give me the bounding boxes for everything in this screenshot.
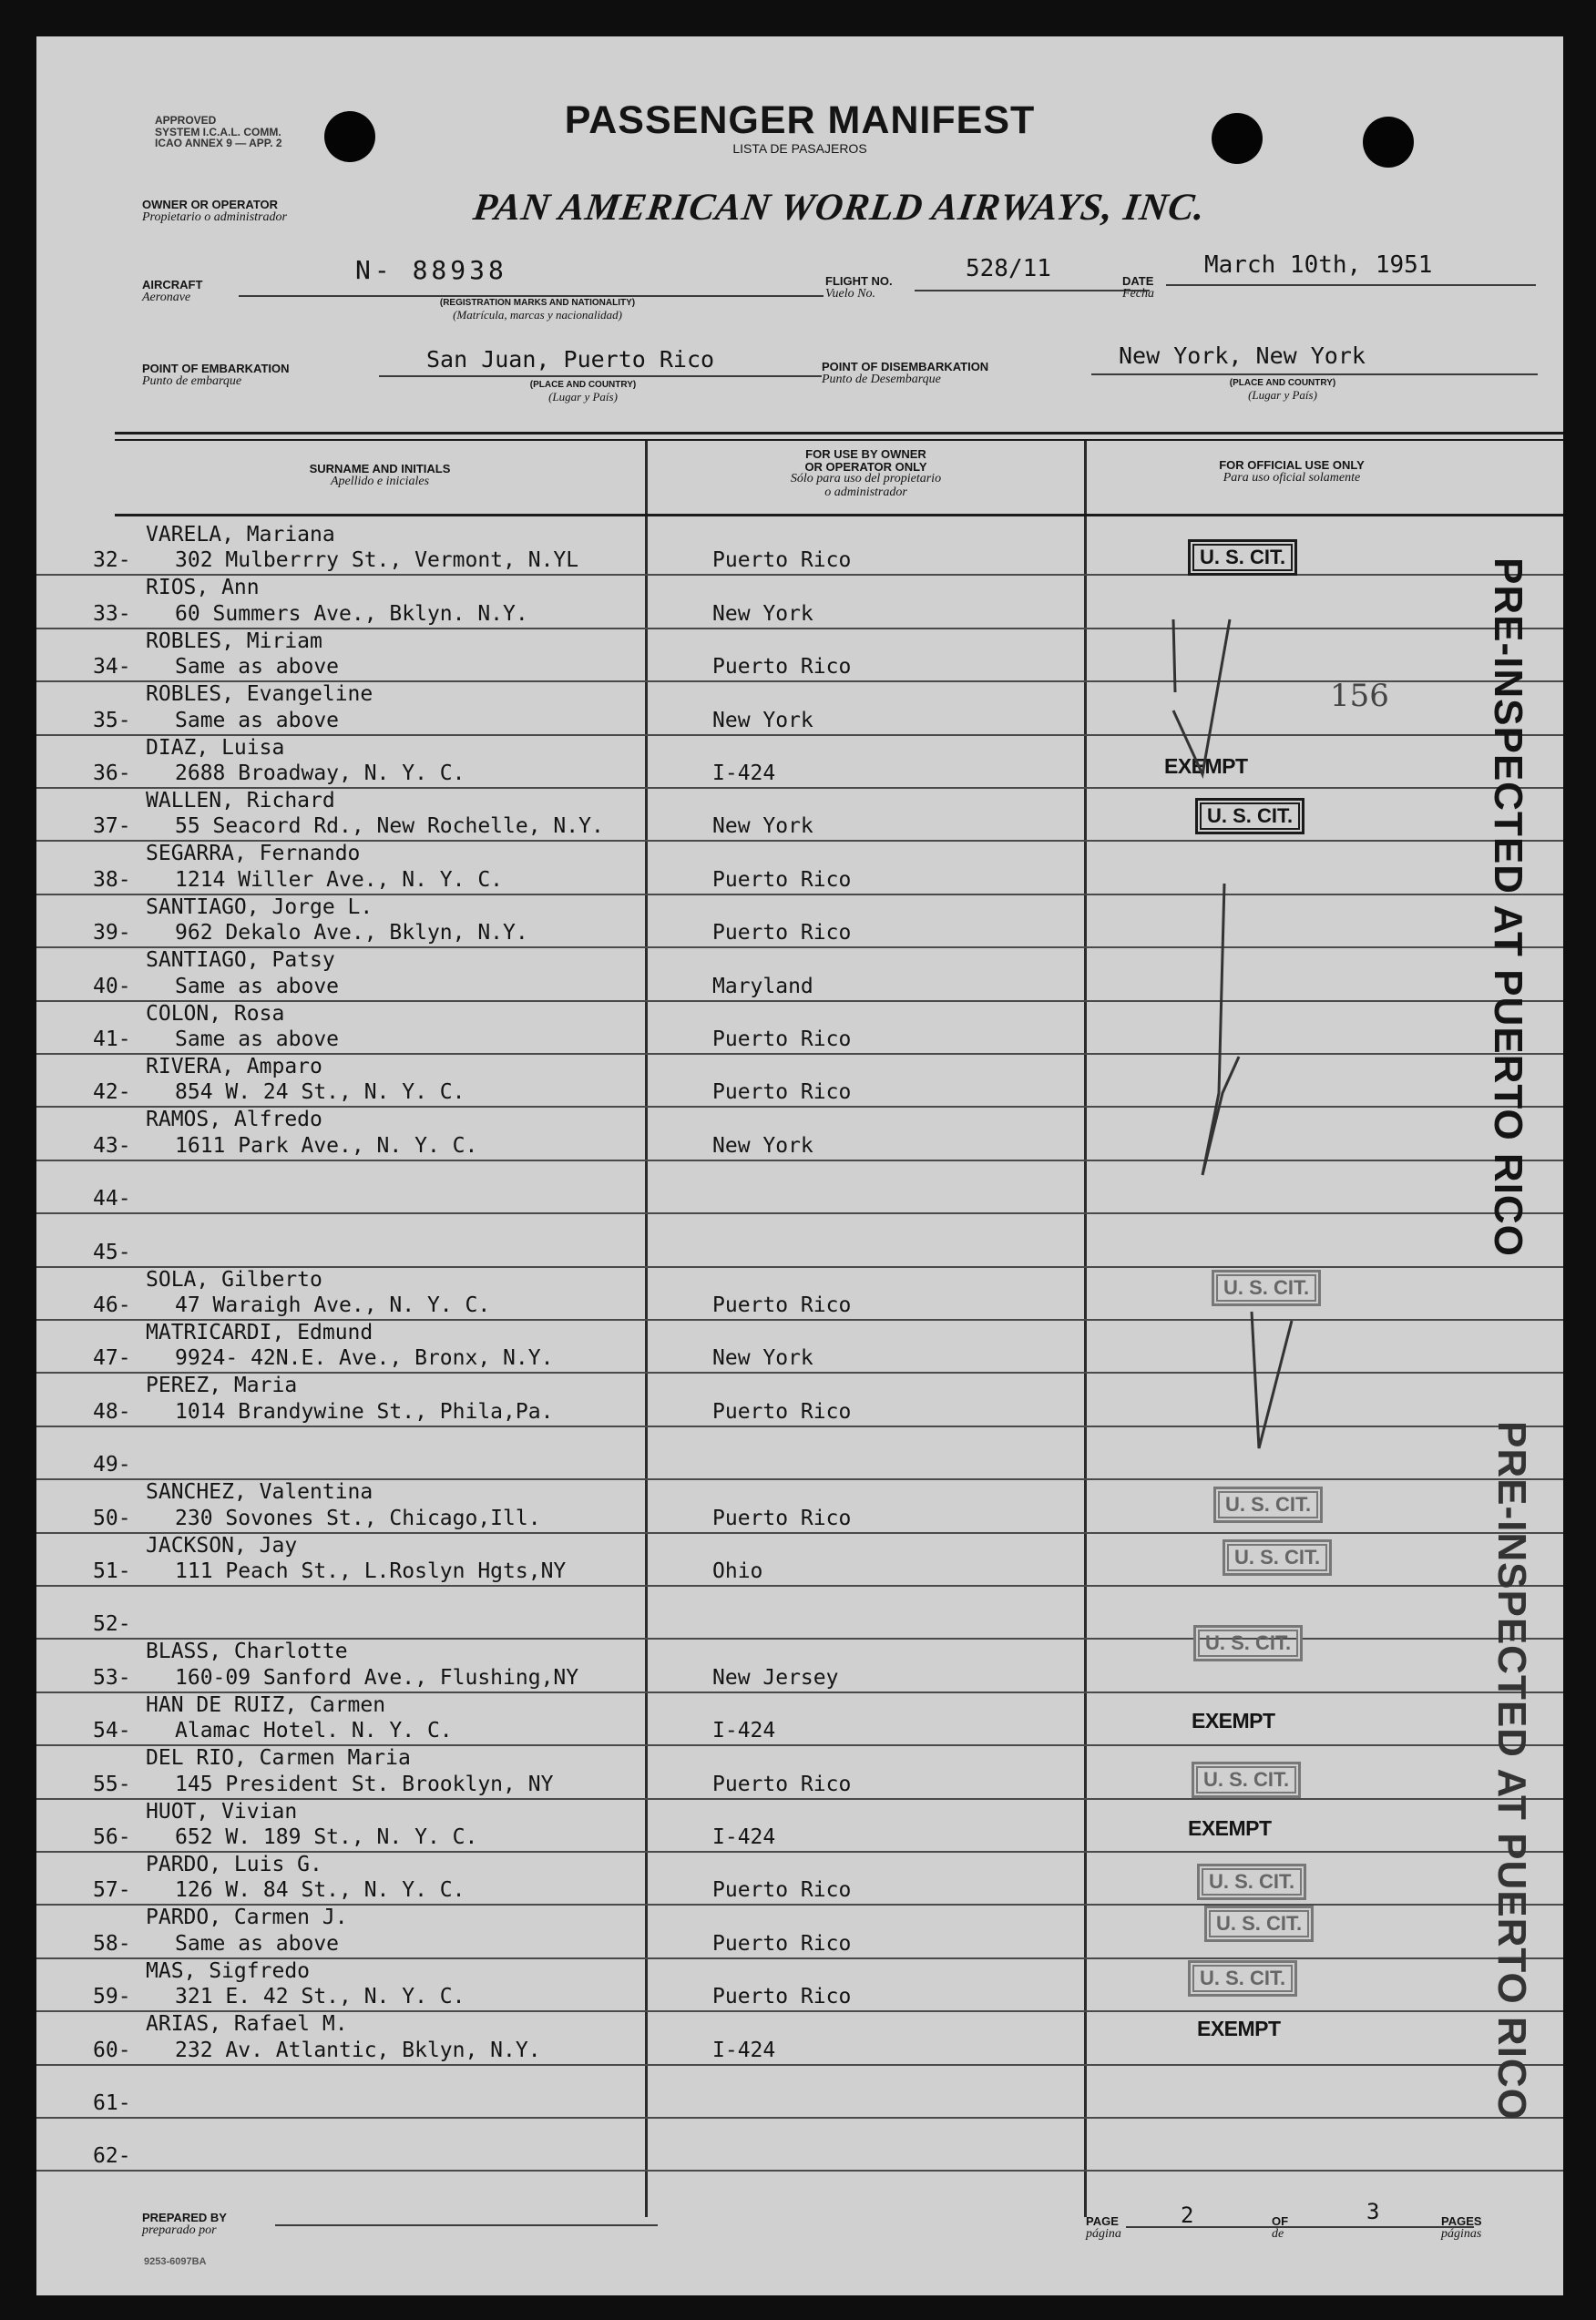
row-number: 49- — [93, 1453, 131, 1477]
manifest-sheet — [36, 36, 1563, 2295]
passenger-name: SOLA, Gilberto — [146, 1267, 322, 1292]
us-citizen-stamp: U. S. CIT. — [1213, 1487, 1323, 1523]
table-row — [36, 2119, 1563, 2172]
passenger-address: 145 President St. Brooklyn, NY — [175, 1772, 554, 1796]
embark-place-note: (PLACE AND COUNTRY) (Lugar y País) — [529, 380, 637, 404]
table-row — [36, 1002, 1563, 1055]
table-row — [36, 842, 1563, 894]
passenger-address: Alamac Hotel. N. Y. C. — [175, 1719, 453, 1743]
us-citizen-stamp: U. S. CIT. — [1212, 1270, 1321, 1306]
page-subtitle: LISTA DE PASAJEROS — [732, 141, 867, 156]
row-number: 38- — [93, 867, 131, 892]
passenger-name: RAMOS, Alfredo — [146, 1108, 322, 1132]
page-label: PAGE página — [1086, 2214, 1121, 2241]
pages-label: PAGES páginas — [1441, 2214, 1482, 2241]
embark-label: POINT OF EMBARKATION Punto de embarque — [142, 362, 290, 388]
row-number: 41- — [93, 1027, 131, 1051]
passenger-address: 111 Peach St., L.Roslyn Hgts,NY — [175, 1559, 567, 1583]
exempt-stamp: EXEMPT — [1192, 1709, 1275, 1732]
passenger-name: DEL RIO, Carmen Maria — [146, 1746, 411, 1771]
preinspected-stamp: PRE-INSPECTED AT PUERTO RICO — [1486, 557, 1530, 1257]
passenger-address: 2688 Broadway, N. Y. C. — [175, 761, 466, 785]
table-row — [36, 576, 1563, 629]
passenger-origin: Puerto Rico — [712, 1399, 852, 1424]
passenger-origin: Puerto Rico — [712, 1931, 852, 1956]
passenger-name: PEREZ, Maria — [146, 1374, 298, 1398]
table-row — [36, 523, 1563, 576]
row-number: 42- — [93, 1080, 131, 1105]
passenger-origin: Puerto Rico — [712, 655, 852, 680]
table-row — [36, 789, 1563, 842]
passenger-name: SEGARRA, Fernando — [146, 842, 361, 866]
table-row — [36, 629, 1563, 682]
row-rule — [36, 2170, 1563, 2172]
passenger-origin: I-424 — [712, 2038, 776, 2062]
passenger-origin: New York — [712, 1346, 813, 1371]
row-number: 51- — [93, 1559, 131, 1583]
passenger-origin: New York — [712, 1133, 813, 1158]
table-row — [36, 1853, 1563, 1906]
passenger-name: RIOS, Ann — [146, 576, 260, 600]
row-number: 43- — [93, 1133, 131, 1158]
table-row — [36, 736, 1563, 789]
row-number: 58- — [93, 1931, 131, 1956]
row-number: 59- — [93, 1985, 131, 2009]
table-row — [36, 1108, 1563, 1160]
table-row — [36, 1693, 1563, 1746]
passenger-origin: Maryland — [712, 974, 813, 998]
form-code: 9253-6097BA — [144, 2256, 207, 2267]
passenger-origin: I-424 — [712, 1719, 776, 1743]
passenger-name: BLASS, Charlotte — [146, 1640, 348, 1664]
passenger-address: 652 W. 189 St., N. Y. C. — [175, 1824, 478, 1849]
exempt-stamp: EXEMPT — [1188, 1816, 1272, 1840]
row-number: 56- — [93, 1824, 131, 1849]
passenger-address: 160-09 Sanford Ave., Flushing,NY — [175, 1665, 579, 1690]
table-row — [36, 948, 1563, 1001]
passenger-address: Same as above — [175, 655, 340, 680]
table-row — [36, 1746, 1563, 1799]
passenger-name: HUOT, Vivian — [146, 1799, 298, 1824]
us-citizen-stamp: U. S. CIT. — [1204, 1906, 1314, 1942]
page-title: PASSENGER MANIFEST — [564, 98, 1036, 142]
table-row — [36, 1055, 1563, 1108]
table-row — [36, 1427, 1563, 1480]
table-row — [36, 1640, 1563, 1692]
operator-label: OWNER OR OPERATOR Propietario o administrador — [142, 198, 287, 224]
passenger-name: WALLEN, Richard — [146, 789, 335, 813]
passenger-address: 1214 Willer Ave., N. Y. C. — [175, 867, 504, 892]
table-row — [36, 1906, 1563, 1958]
passenger-origin: Puerto Rico — [712, 548, 852, 573]
passenger-address: 47 Waraigh Ave., N. Y. C. — [175, 1293, 491, 1317]
form-ref-line: APPROVED — [155, 114, 217, 127]
passenger-name: DIAZ, Luisa — [146, 735, 285, 760]
row-number: 55- — [93, 1772, 131, 1796]
row-number: 44- — [93, 1187, 131, 1211]
table-row — [36, 2066, 1563, 2119]
passenger-origin: I-424 — [712, 1824, 776, 1849]
passenger-name: MAS, Sigfredo — [146, 1958, 311, 1983]
table-row — [36, 1480, 1563, 1533]
passenger-name: MATRICARDI, Edmund — [146, 1321, 373, 1344]
passenger-name: SANTIAGO, Jorge L. — [146, 894, 373, 919]
row-number: 40- — [93, 974, 131, 998]
us-citizen-stamp: U. S. CIT. — [1223, 1539, 1332, 1576]
passenger-origin: Puerto Rico — [712, 921, 852, 945]
passenger-address: 302 Mulberrry St., Vermont, N.YL — [175, 548, 579, 573]
passenger-origin: Puerto Rico — [712, 1985, 852, 2009]
row-number: 35- — [93, 708, 131, 732]
passenger-address: 232 Av. Atlantic, Bklyn, N.Y. — [175, 2038, 541, 2062]
passenger-address: 1014 Brandywine St., Phila,Pa. — [175, 1399, 554, 1424]
us-citizen-stamp: U. S. CIT. — [1193, 1625, 1303, 1661]
passenger-address: Same as above — [175, 974, 340, 998]
passenger-origin: New York — [712, 814, 813, 839]
row-number: 62- — [93, 2144, 131, 2169]
passenger-origin: New Jersey — [712, 1665, 839, 1690]
passenger-name: ROBLES, Evangeline — [146, 682, 373, 707]
operator-name: PAN AMERICAN WORLD AIRWAYS, INC. — [470, 187, 1209, 229]
passenger-name: JACKSON, Jay — [146, 1533, 298, 1558]
passenger-origin: Puerto Rico — [712, 867, 852, 892]
page-total: 3 — [1366, 2199, 1380, 2224]
table-row — [36, 1587, 1563, 1640]
table-row — [36, 1161, 1563, 1214]
date-value: March 10th, 1951 — [1204, 251, 1433, 279]
row-number: 60- — [93, 2038, 131, 2062]
passenger-name: RIVERA, Amparo — [146, 1055, 322, 1078]
row-number: 45- — [93, 1240, 131, 1264]
column-header-surname: SURNAME AND INITIALS Apellido e iniciales — [309, 462, 451, 488]
passenger-address: 126 W. 84 St., N. Y. C. — [175, 1878, 466, 1903]
passenger-name: ARIAS, Rafael M. — [146, 2012, 348, 2037]
passenger-name: HAN DE RUIZ, Carmen — [146, 1692, 386, 1717]
of-label: OF de — [1272, 2214, 1289, 2241]
row-number: 47- — [93, 1346, 131, 1371]
passenger-origin: New York — [712, 708, 813, 732]
passenger-address: 9924- 42N.E. Ave., Bronx, N.Y. — [175, 1346, 554, 1371]
exempt-stamp: EXEMPT — [1164, 754, 1248, 778]
row-number: 52- — [93, 1612, 131, 1637]
passenger-name: PARDO, Luis G. — [146, 1853, 322, 1876]
passenger-origin: New York — [712, 601, 813, 626]
passenger-name: ROBLES, Miriam — [146, 629, 322, 653]
table-row — [36, 1374, 1563, 1426]
form-ref-line: SYSTEM I.C.A.L. COMM. — [155, 125, 281, 138]
passenger-origin: Ohio — [712, 1559, 763, 1583]
disembark-value: New York, New York — [1119, 342, 1366, 369]
flight-label: FLIGHT NO. Vuelo No. — [825, 274, 893, 301]
row-number: 46- — [93, 1293, 131, 1317]
passenger-origin: Puerto Rico — [712, 1506, 852, 1530]
passenger-address: 1611 Park Ave., N. Y. C. — [175, 1133, 478, 1158]
disembark-place-note: (PLACE AND COUNTRY) (Lugar y País) — [1229, 378, 1336, 402]
preinspected-stamp: PRE-INSPECTED AT PUERTO RICO — [1489, 1421, 1534, 2121]
date-label: DATE Fecha — [1122, 274, 1154, 301]
page-number: 2 — [1181, 2202, 1194, 2228]
check-mark — [1248, 1303, 1303, 1467]
passenger-origin: Puerto Rico — [712, 1772, 852, 1796]
table-row — [36, 895, 1563, 948]
aircraft-note: (REGISTRATION MARKS AND NATIONALITY) (Matrícula, marcas y nacionalidad) — [439, 298, 636, 322]
embark-value: San Juan, Puerto Rico — [426, 346, 715, 373]
passenger-name: SANCHEZ, Valentina — [146, 1480, 373, 1505]
passenger-address: 55 Seacord Rd., New Rochelle, N.Y. — [175, 814, 604, 839]
passenger-origin: Puerto Rico — [712, 1878, 852, 1903]
aircraft-value: N- 88938 — [355, 255, 507, 285]
table-row — [36, 1321, 1563, 1374]
handwritten-count: 156 — [1330, 678, 1389, 714]
check-marks — [1166, 583, 1275, 1221]
table-row — [36, 1268, 1563, 1321]
row-number: 37- — [93, 814, 131, 839]
row-number: 33- — [93, 601, 131, 626]
row-number: 34- — [93, 655, 131, 680]
row-number: 48- — [93, 1399, 131, 1424]
us-citizen-stamp: U. S. CIT. — [1192, 1762, 1301, 1798]
aircraft-label: AIRCRAFT Aeronave — [142, 278, 203, 304]
passenger-origin: Puerto Rico — [712, 1293, 852, 1317]
passenger-origin: Puerto Rico — [712, 1027, 852, 1051]
row-number: 57- — [93, 1878, 131, 1903]
title-block — [36, 98, 1563, 156]
flight-value: 528/11 — [966, 255, 1051, 282]
passenger-address: Same as above — [175, 1931, 340, 1956]
disembark-label: POINT OF DISEMBARKATION Punto de Desembarque — [822, 360, 989, 386]
passenger-address: 60 Summers Ave., Bklyn. N.Y. — [175, 601, 528, 626]
us-citizen-stamp: U. S. CIT. — [1188, 1960, 1297, 1997]
passenger-name: SANTIAGO, Patsy — [146, 948, 335, 973]
row-number: 53- — [93, 1665, 131, 1690]
row-number: 39- — [93, 921, 131, 945]
passenger-address: 321 E. 42 St., N. Y. C. — [175, 1985, 466, 2009]
passenger-address: 962 Dekalo Ave., Bklyn, N.Y. — [175, 921, 528, 945]
row-number: 36- — [93, 761, 131, 785]
table-row — [36, 1214, 1563, 1267]
column-header-operator: FOR USE BY OWNER OR OPERATOR ONLY Sólo para uso del propietario o administrador — [790, 447, 942, 499]
us-citizen-stamp: U. S. CIT. — [1188, 539, 1297, 576]
table-row — [36, 1534, 1563, 1587]
passenger-origin: I-424 — [712, 761, 776, 785]
prepared-by-label: PREPARED BY preparado por — [142, 2211, 227, 2237]
passenger-address: 854 W. 24 St., N. Y. C. — [175, 1080, 466, 1105]
table-row — [36, 1959, 1563, 2012]
form-ref-line: ICAO ANNEX 9 — APP. 2 — [155, 137, 282, 150]
row-number: 61- — [93, 2090, 131, 2115]
row-number: 54- — [93, 1719, 131, 1743]
passenger-name: VARELA, Mariana — [146, 523, 335, 547]
table-row — [36, 1800, 1563, 1853]
row-number: 50- — [93, 1506, 131, 1530]
passenger-address: Same as above — [175, 708, 340, 732]
passenger-name: PARDO, Carmen J. — [146, 1906, 348, 1930]
table-row — [36, 2012, 1563, 2065]
passenger-name: COLON, Rosa — [146, 1001, 285, 1026]
row-number: 32- — [93, 548, 131, 573]
us-citizen-stamp: U. S. CIT. — [1195, 798, 1304, 834]
passenger-address: Same as above — [175, 1027, 340, 1051]
exempt-stamp: EXEMPT — [1197, 2017, 1281, 2040]
passenger-address: 230 Sovones St., Chicago,Ill. — [175, 1506, 541, 1530]
passenger-origin: Puerto Rico — [712, 1080, 852, 1105]
us-citizen-stamp: U. S. CIT. — [1197, 1864, 1306, 1900]
column-header-official: FOR OFFICIAL USE ONLY Para uso oficial solamente — [1219, 458, 1365, 485]
